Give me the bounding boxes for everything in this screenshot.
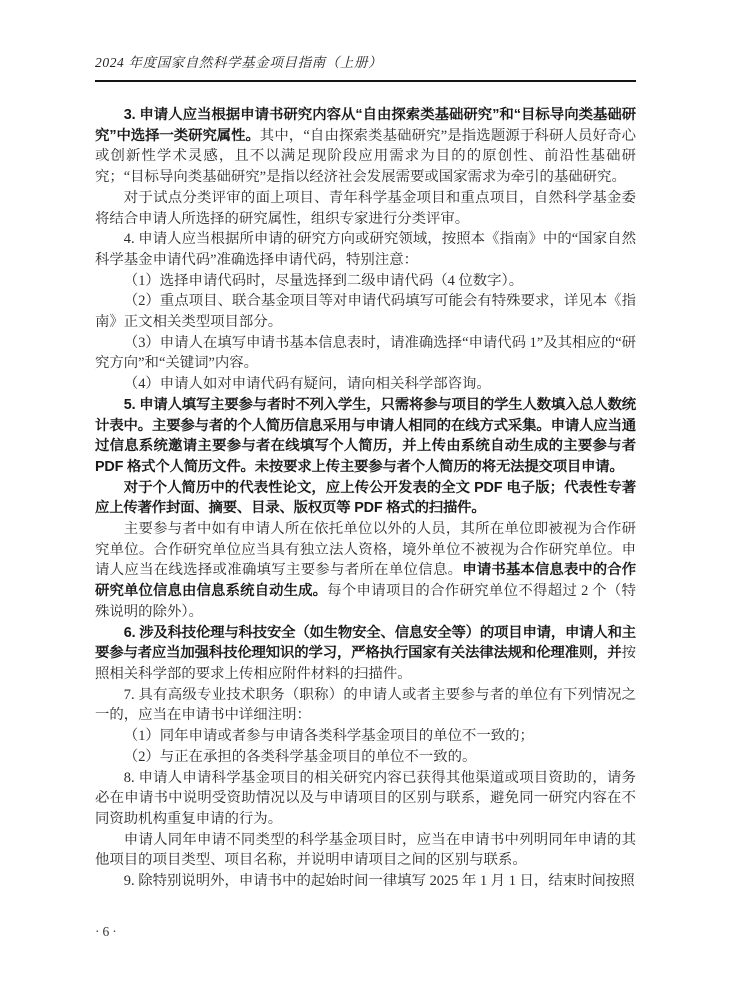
text-segment: 主要参与者中如有申请人所在依托单位以外的人员，其所在单位即被视为合作研究单位。合作研究单位应当具有独立法人资格，境外单位不被视为合作研究单位。申请人应当在线选择或准确填写主要参与者所在单位信息。 xyxy=(95,521,636,579)
text-segment: 4. 申请人应当根据所申请的研究方向或研究领域，按照本《指南》中的“国家自然科学基金申请代码”准确选择申请代码，特别注意： xyxy=(95,231,636,268)
text-segment: 每个申请项目的合作研究单位不得超过 2 个（特殊说明的除外）。 xyxy=(95,583,636,620)
text-segment: 按照相关科学部的要求上传相应附件材料的扫描件。 xyxy=(95,645,636,682)
paragraph xyxy=(95,395,636,478)
paragraph xyxy=(95,830,636,871)
paragraph xyxy=(95,188,636,229)
paragraph xyxy=(95,271,636,292)
paragraph xyxy=(95,768,636,830)
paragraph xyxy=(95,105,636,188)
bold-text-segment: 6. 涉及科技伦理与科技安全（如生物安全、信息安全等）的项目申请，申请人和主要参与者应当加强科技伦理知识的学习，严格执行国家有关法律法规和伦理准则，并 xyxy=(95,624,636,662)
text-segment: （1）同年申请或者参与申请各类科学基金项目的单位不一致的； xyxy=(123,728,534,745)
paragraph xyxy=(95,229,636,270)
paragraph xyxy=(95,291,636,332)
text-segment: （2）与正在承担的各类科学基金项目的单位不一致的。 xyxy=(123,748,477,765)
page-header xyxy=(95,54,636,82)
text-segment: 8. 申请人申请科学基金项目的相关研究内容已获得其他渠道或项目资助的，请务必在申请书中说明受资助情况以及与申请项目的区别与联系，避免同一研究内容在不同资助机构重复申请的行为。 xyxy=(95,769,636,827)
paragraph xyxy=(95,726,636,747)
text-segment: 申请人同年申请不同类型的科学基金项目时，应当在申请书中列明同年申请的其他项目的项目类型、项目名称，并说明申请项目之间的区别与联系。 xyxy=(95,831,636,869)
running-header-title: 2024 年度国家自然科学基金项目指南（上册） xyxy=(95,55,383,70)
text-segment: （3）申请人在填写申请书基本信息表时，请准确选择“申请代码 1”及其相应的“研究方向”和“关键词”内容。 xyxy=(95,334,636,372)
text-segment: 对于试点分类评审的面上项目、青年科学基金项目和重点项目，自然科学基金委将结合申请人所选择的研究属性，组织专家进行分类评审。 xyxy=(95,189,636,227)
header-rule xyxy=(95,80,636,82)
paragraph xyxy=(95,747,636,768)
paragraph xyxy=(95,871,636,892)
text-segment: （4）申请人如对申请代码有疑问，请向相关科学部咨询。 xyxy=(123,376,491,393)
text-segment: （2）重点项目、联合基金项目等对申请代码填写可能会有特殊要求，详见本《指南》正文相关类型项目部分。 xyxy=(95,293,636,331)
paragraph xyxy=(95,623,636,685)
paragraph xyxy=(95,478,636,519)
paragraph xyxy=(95,374,636,395)
paragraph xyxy=(95,519,636,623)
document-body xyxy=(95,105,636,892)
text-segment: 7. 具有高级专业技术职务（职称）的申请人或者主要参与者的单位有下列情况之一的，应当在申请书中详细注明： xyxy=(95,686,636,724)
text-segment: 其中，“自由探索类基础研究”是指选题源于科研人员好奇心或创新性学术灵感，且不以满足现阶段应用需求为目的的原创性、前沿性基础研究；“目标导向类基础研究”是指以经济社会发展需要或国家需求为牵引的基础研究。 xyxy=(95,127,637,186)
bold-text-segment: 申请书基本信息表中的合作研究单位信息由信息系统自动生成。 xyxy=(95,562,636,600)
bold-text-segment: 对于个人简历中的代表性论文，应上传公开发表的全文 PDF 电子版；代表性专著应上传著作封面、摘要、目录、版权页等 PDF 格式的扫描件。 xyxy=(95,479,636,517)
page-number: ·6· xyxy=(95,924,120,939)
paragraph xyxy=(95,685,636,726)
text-segment: 9. 除特别说明外，申请书中的起始时间一律填写 2025 年 1 月 1 日，结束时间按照 xyxy=(123,873,635,890)
bold-text-segment: 3. 申请人应当根据申请书研究内容从“自由探索类基础研究”和“目标导向类基础研究”中选择一类研究属性。 xyxy=(95,107,636,144)
paragraph xyxy=(95,333,636,374)
bold-text-segment: 5. 申请人填写主要参与者时不列入学生，只需将参与项目的学生人数填入总人数统计表中。主要参与者的个人简历信息采用与申请人相同的在线方式采集。申请人应当通过信息系统邀请主要参与者在线填写个人简历，并上传由系统自动生成的主要参与者 PDF 格式个人简历文件。未按要求上传主要参与者个人简历的将无法提交项目申请。 xyxy=(95,396,636,475)
text-segment: （1）选择申请代码时，尽量选择到二级申请代码（4 位数字）。 xyxy=(123,272,524,289)
